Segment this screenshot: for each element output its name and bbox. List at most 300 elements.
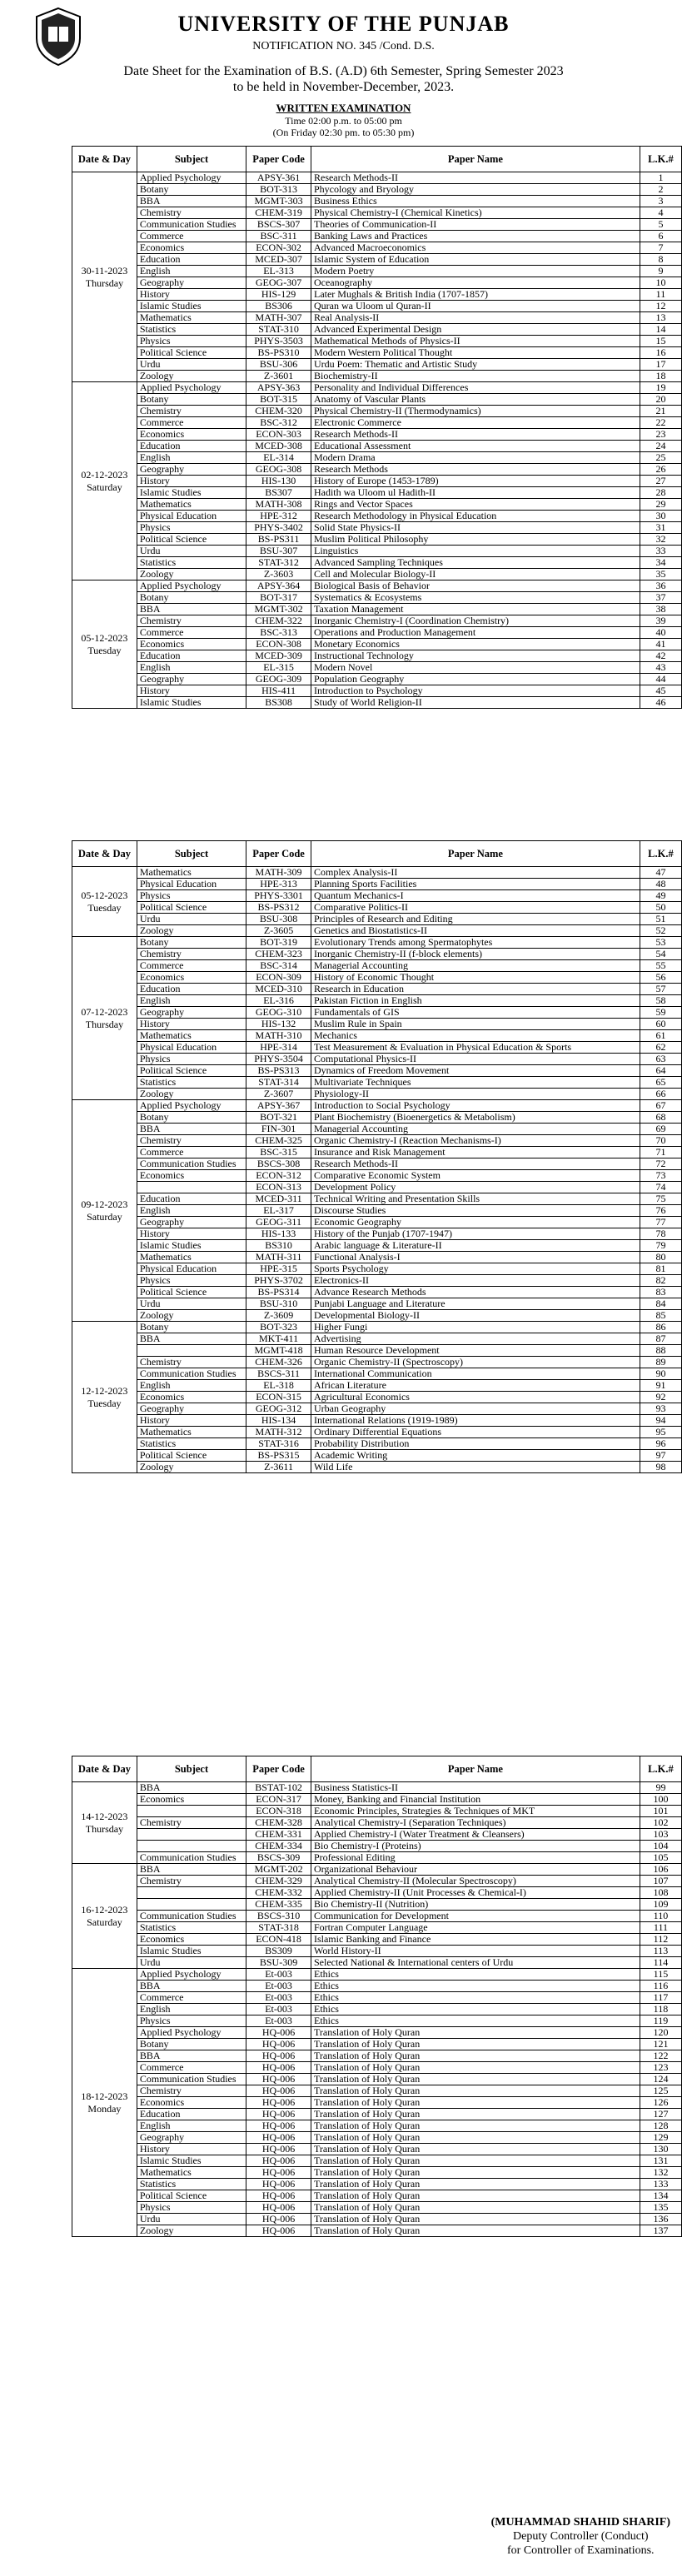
paper-name-cell: Sports Psychology bbox=[311, 1263, 640, 1275]
paper-code-cell: CHEM-334 bbox=[246, 1841, 311, 1852]
lk-number-cell: 125 bbox=[640, 2085, 681, 2097]
table-row bbox=[72, 196, 682, 207]
table-row bbox=[72, 1368, 682, 1380]
paper-name-cell: Selected National & International centers of Urdu bbox=[311, 1957, 640, 1969]
subject-cell: Geography bbox=[137, 2132, 246, 2144]
subject-cell: Botany bbox=[137, 2039, 246, 2050]
lk-number-cell: 56 bbox=[640, 972, 681, 984]
subject-cell: Political Science bbox=[137, 2190, 246, 2202]
subject-cell: BBA bbox=[137, 1124, 246, 1135]
table-row bbox=[72, 1135, 682, 1147]
table-row bbox=[72, 2109, 682, 2120]
subject-cell: Geography bbox=[137, 277, 246, 289]
lk-number-cell: 2 bbox=[640, 184, 681, 196]
lk-number-cell: 105 bbox=[640, 1852, 681, 1864]
paper-code-cell: Z-3601 bbox=[246, 371, 311, 382]
lk-number-cell: 131 bbox=[640, 2155, 681, 2167]
paper-code-cell: BS310 bbox=[246, 1240, 311, 1252]
subject-cell: Islamic Studies bbox=[137, 487, 246, 499]
table-row bbox=[72, 1100, 682, 1112]
table-row bbox=[72, 1782, 682, 1794]
lk-number-cell: 1 bbox=[640, 172, 681, 184]
subject-cell: History bbox=[137, 289, 246, 301]
subject-cell: Applied Psychology bbox=[137, 382, 246, 394]
paper-code-cell: BSU-307 bbox=[246, 546, 311, 557]
paper-name-cell: Mathematical Methods of Physics-II bbox=[311, 336, 640, 347]
lk-number-cell: 78 bbox=[640, 1228, 681, 1240]
lk-number-cell: 97 bbox=[640, 1450, 681, 1462]
lk-number-cell: 84 bbox=[640, 1298, 681, 1310]
lk-number-cell: 51 bbox=[640, 914, 681, 925]
paper-code-cell: GEOG-310 bbox=[246, 1007, 311, 1019]
paper-code-cell: ECON-315 bbox=[246, 1392, 311, 1403]
subject-cell: Economics bbox=[137, 429, 246, 441]
subject-cell: BBA bbox=[137, 604, 246, 615]
subject-cell: Statistics bbox=[137, 1922, 246, 1934]
university-crest-icon bbox=[33, 7, 83, 67]
table-row bbox=[72, 2120, 682, 2132]
paper-name-cell: Principles of Research and Editing bbox=[311, 914, 640, 925]
subject-cell: Mathematics bbox=[137, 312, 246, 324]
table-row bbox=[72, 476, 682, 487]
table-row bbox=[72, 1007, 682, 1019]
paper-code-cell: MGMT-418 bbox=[246, 1345, 311, 1357]
subject-cell: Chemistry bbox=[137, 207, 246, 219]
subject-cell: Commerce bbox=[137, 960, 246, 972]
table-row bbox=[72, 1403, 682, 1415]
subject-cell: Mathematics bbox=[137, 1252, 246, 1263]
subject-cell: Commerce bbox=[137, 1992, 246, 2004]
paper-code-cell: ECON-312 bbox=[246, 1170, 311, 1182]
paper-name-cell: International Relations (1919-1989) bbox=[311, 1415, 640, 1427]
lk-number-cell: 121 bbox=[640, 2039, 681, 2050]
subject-cell: Botany bbox=[137, 937, 246, 949]
paper-name-cell: Advertising bbox=[311, 1333, 640, 1345]
subject-cell: Political Science bbox=[137, 1287, 246, 1298]
exam-date-cell: 07-12-2023 Thursday bbox=[72, 937, 137, 1100]
subject-cell: Applied Psychology bbox=[137, 580, 246, 592]
subject-cell: Communication Studies bbox=[137, 219, 246, 231]
lk-number-cell: 31 bbox=[640, 522, 681, 534]
table-row bbox=[72, 1205, 682, 1217]
date-sheet-table-3 bbox=[72, 1756, 682, 2237]
subject-cell: Commerce bbox=[137, 1147, 246, 1158]
paper-code-cell: CHEM-325 bbox=[246, 1135, 311, 1147]
table-row bbox=[72, 382, 682, 394]
table-row bbox=[72, 1193, 682, 1205]
paper-code-cell: CHEM-323 bbox=[246, 949, 311, 960]
lk-column-header: L.K.# bbox=[640, 1756, 681, 1782]
paper-code-cell: GEOG-312 bbox=[246, 1403, 311, 1415]
subject-cell: Physics bbox=[137, 1275, 246, 1287]
lk-number-cell: 20 bbox=[640, 394, 681, 406]
exam-date-cell: 14-12-2023 Thursday bbox=[72, 1782, 137, 1864]
paper-name-cell: Research Methodology in Physical Education bbox=[311, 511, 640, 522]
subject-cell: Physics bbox=[137, 2202, 246, 2214]
table-row bbox=[72, 1899, 682, 1911]
paper-code-cell: BSC-312 bbox=[246, 417, 311, 429]
paper-name-cell: Applied Chemistry-I (Water Treatment & Cleansers) bbox=[311, 1829, 640, 1841]
subject-cell: History bbox=[137, 2144, 246, 2155]
exam-table bbox=[72, 840, 682, 1473]
subject-cell: Economics bbox=[137, 2097, 246, 2109]
table-row bbox=[72, 2190, 682, 2202]
lk-number-cell: 14 bbox=[640, 324, 681, 336]
paper-code-cell: PHYS-3504 bbox=[246, 1054, 311, 1065]
lk-number-cell: 39 bbox=[640, 615, 681, 627]
paper-code-cell: HQ-006 bbox=[246, 2120, 311, 2132]
paper-code-cell: BSU-309 bbox=[246, 1957, 311, 1969]
lk-number-cell: 74 bbox=[640, 1182, 681, 1193]
table-row bbox=[72, 1322, 682, 1333]
paper-name-cell: Agricultural Economics bbox=[311, 1392, 640, 1403]
paper-name-cell: Dynamics of Freedom Movement bbox=[311, 1065, 640, 1077]
table-row bbox=[72, 1415, 682, 1427]
lk-number-cell: 81 bbox=[640, 1263, 681, 1275]
subject-cell: Urdu bbox=[137, 1957, 246, 1969]
lk-number-cell: 23 bbox=[640, 429, 681, 441]
table-row bbox=[72, 1019, 682, 1030]
subject-cell: Chemistry bbox=[137, 406, 246, 417]
table-row bbox=[72, 1946, 682, 1957]
subject-cell: Chemistry bbox=[137, 1817, 246, 1829]
paper-name-cell: Translation of Holy Quran bbox=[311, 2144, 640, 2155]
paper-name-cell: Money, Banking and Financial Institution bbox=[311, 1794, 640, 1806]
subject-cell: Geography bbox=[137, 1007, 246, 1019]
subject-cell: Physics bbox=[137, 890, 246, 902]
subject-cell: Political Science bbox=[137, 1450, 246, 1462]
table-row bbox=[72, 254, 682, 266]
table-row bbox=[72, 674, 682, 685]
lk-number-cell: 114 bbox=[640, 1957, 681, 1969]
table-row bbox=[72, 949, 682, 960]
paper-code-cell: BSC-315 bbox=[246, 1147, 311, 1158]
subject-cell: Mathematics bbox=[137, 1427, 246, 1438]
table-row bbox=[72, 2004, 682, 2015]
lk-number-cell: 110 bbox=[640, 1911, 681, 1922]
paper-code-cell: HIS-132 bbox=[246, 1019, 311, 1030]
lk-number-cell: 60 bbox=[640, 1019, 681, 1030]
lk-number-cell: 24 bbox=[640, 441, 681, 452]
paper-name-cell: Translation of Holy Quran bbox=[311, 2027, 640, 2039]
table-row bbox=[72, 336, 682, 347]
lk-number-cell: 95 bbox=[640, 1427, 681, 1438]
paper-code-cell: HPE-312 bbox=[246, 511, 311, 522]
lk-number-cell: 118 bbox=[640, 2004, 681, 2015]
table-row bbox=[72, 184, 682, 196]
table-row bbox=[72, 925, 682, 937]
paper-code-cell: BSC-311 bbox=[246, 231, 311, 242]
lk-number-cell: 128 bbox=[640, 2120, 681, 2132]
lk-number-cell: 101 bbox=[640, 1806, 681, 1817]
subject-cell: Physics bbox=[137, 1054, 246, 1065]
table-row bbox=[72, 1969, 682, 1981]
lk-number-cell: 62 bbox=[640, 1042, 681, 1054]
subject-cell: History bbox=[137, 685, 246, 697]
paper-code-cell: EL-314 bbox=[246, 452, 311, 464]
lk-number-cell: 134 bbox=[640, 2190, 681, 2202]
lk-number-cell: 132 bbox=[640, 2167, 681, 2179]
lk-number-cell: 120 bbox=[640, 2027, 681, 2039]
table-row bbox=[72, 1427, 682, 1438]
paper-code-cell: MCED-307 bbox=[246, 254, 311, 266]
lk-number-cell: 103 bbox=[640, 1829, 681, 1841]
paper-code-cell: BSCS-307 bbox=[246, 219, 311, 231]
paper-code-cell: Z-3611 bbox=[246, 1462, 311, 1473]
table-row bbox=[72, 995, 682, 1007]
lk-number-cell: 109 bbox=[640, 1899, 681, 1911]
paper-code-cell: EL-317 bbox=[246, 1205, 311, 1217]
paper-name-cell: Instructional Technology bbox=[311, 650, 640, 662]
paper-code-cell: Z-3605 bbox=[246, 925, 311, 937]
subject-cell: Communication Studies bbox=[137, 1368, 246, 1380]
written-exam-heading: WRITTEN EXAMINATION bbox=[276, 102, 411, 114]
paper-code-cell: HQ-006 bbox=[246, 2050, 311, 2062]
paper-name-cell: Translation of Holy Quran bbox=[311, 2132, 640, 2144]
signatory-role: for Controller of Examinations. bbox=[507, 2544, 655, 2557]
subject-cell: Chemistry bbox=[137, 2085, 246, 2097]
paper-code-cell: CHEM-329 bbox=[246, 1876, 311, 1887]
subject-cell: Islamic Studies bbox=[137, 1946, 246, 1957]
table-row bbox=[72, 2015, 682, 2027]
paper-code-cell: BSCS-308 bbox=[246, 1158, 311, 1170]
subject-cell bbox=[137, 1829, 246, 1841]
paper-name-cell: Academic Writing bbox=[311, 1450, 640, 1462]
table-row bbox=[72, 277, 682, 289]
lk-number-cell: 91 bbox=[640, 1380, 681, 1392]
paper-code-cell: MKT-411 bbox=[246, 1333, 311, 1345]
table-row bbox=[72, 429, 682, 441]
subject-cell: Chemistry bbox=[137, 1876, 246, 1887]
university-name: UNIVERSITY OF THE PUNJAB bbox=[177, 12, 510, 36]
paper-name-cell: Cell and Molecular Biology-II bbox=[311, 569, 640, 580]
paper-name-cell: Fortran Computer Language bbox=[311, 1922, 640, 1934]
subject-cell: Urdu bbox=[137, 914, 246, 925]
document-header bbox=[0, 0, 687, 146]
subject-cell: Economics bbox=[137, 639, 246, 650]
paper-name-cell: Ordinary Differential Equations bbox=[311, 1427, 640, 1438]
lk-number-cell: 45 bbox=[640, 685, 681, 697]
lk-number-cell: 108 bbox=[640, 1887, 681, 1899]
paper-code-cell: BS309 bbox=[246, 1946, 311, 1957]
lk-number-cell: 65 bbox=[640, 1077, 681, 1089]
subject-cell: Chemistry bbox=[137, 615, 246, 627]
paper-code-cell: BSC-314 bbox=[246, 960, 311, 972]
paper-code-cell: HQ-006 bbox=[246, 2062, 311, 2074]
paper-code-cell: CHEM-328 bbox=[246, 1817, 311, 1829]
subject-cell: Statistics bbox=[137, 324, 246, 336]
table-row bbox=[72, 639, 682, 650]
subject-cell: Economics bbox=[137, 242, 246, 254]
paper-name-cell: Advanced Experimental Design bbox=[311, 324, 640, 336]
subject-cell: English bbox=[137, 662, 246, 674]
paper-code-cell: BS306 bbox=[246, 301, 311, 312]
paper-name-cell: Arabic language & Literature-II bbox=[311, 1240, 640, 1252]
subject-cell: Education bbox=[137, 1193, 246, 1205]
paper-name-cell: Functional Analysis-I bbox=[311, 1252, 640, 1263]
lk-number-cell: 6 bbox=[640, 231, 681, 242]
lk-number-cell: 5 bbox=[640, 219, 681, 231]
exam-date-cell: 12-12-2023 Tuesday bbox=[72, 1322, 137, 1473]
subject-cell bbox=[137, 1806, 246, 1817]
paper-code-cell: HQ-006 bbox=[246, 2132, 311, 2144]
paper-name-cell: Translation of Holy Quran bbox=[311, 2190, 640, 2202]
paper-name-cell: Introduction to Psychology bbox=[311, 685, 640, 697]
paper-code-cell: BOT-321 bbox=[246, 1112, 311, 1124]
subject-cell: Applied Psychology bbox=[137, 172, 246, 184]
paper-name-cell: Research Methods-II bbox=[311, 172, 640, 184]
code-column-header: Paper Code bbox=[246, 147, 311, 172]
paper-name-cell: Quran wa Uloom ul Quran-II bbox=[311, 301, 640, 312]
lk-number-cell: 59 bbox=[640, 1007, 681, 1019]
lk-number-cell: 83 bbox=[640, 1287, 681, 1298]
table-row bbox=[72, 487, 682, 499]
paper-code-cell: HQ-006 bbox=[246, 2167, 311, 2179]
paper-code-cell: CHEM-335 bbox=[246, 1899, 311, 1911]
lk-number-cell: 80 bbox=[640, 1252, 681, 1263]
lk-number-cell: 63 bbox=[640, 1054, 681, 1065]
lk-number-cell: 30 bbox=[640, 511, 681, 522]
date-column-header: Date & Day bbox=[72, 147, 137, 172]
paper-code-cell: BSCS-309 bbox=[246, 1852, 311, 1864]
paper-name-cell: Inorganic Chemistry-I (Coordination Chemistry) bbox=[311, 615, 640, 627]
paper-code-cell: APSY-367 bbox=[246, 1100, 311, 1112]
paper-code-cell: EL-313 bbox=[246, 266, 311, 277]
paper-name-cell: Applied Chemistry-II (Unit Processes & Chemical-I) bbox=[311, 1887, 640, 1899]
table-row bbox=[72, 1124, 682, 1135]
paper-name-cell: Translation of Holy Quran bbox=[311, 2097, 640, 2109]
subject-cell: Zoology bbox=[137, 569, 246, 580]
subject-cell: BBA bbox=[137, 1981, 246, 1992]
paper-name-cell: Translation of Holy Quran bbox=[311, 2039, 640, 2050]
lk-number-cell: 18 bbox=[640, 371, 681, 382]
paper-name-cell: Research in Education bbox=[311, 984, 640, 995]
paper-column-header: Paper Name bbox=[311, 147, 640, 172]
notification-number: NOTIFICATION NO. 345 /Cond. D.S. bbox=[252, 40, 435, 52]
exam-date-cell: 09-12-2023 Saturday bbox=[72, 1100, 137, 1322]
paper-name-cell: Urban Geography bbox=[311, 1403, 640, 1415]
lk-number-cell: 82 bbox=[640, 1275, 681, 1287]
paper-code-cell: GEOG-309 bbox=[246, 674, 311, 685]
subject-cell: English bbox=[137, 2120, 246, 2132]
lk-number-cell: 27 bbox=[640, 476, 681, 487]
lk-number-cell: 119 bbox=[640, 2015, 681, 2027]
subject-column-header: Subject bbox=[137, 841, 246, 867]
paper-code-cell: STAT-312 bbox=[246, 557, 311, 569]
paper-code-cell: BSU-306 bbox=[246, 359, 311, 371]
paper-name-cell: Study of World Religion-II bbox=[311, 697, 640, 709]
paper-code-cell: APSY-364 bbox=[246, 580, 311, 592]
lk-number-cell: 40 bbox=[640, 627, 681, 639]
table-row bbox=[72, 1042, 682, 1054]
paper-code-cell: BSU-308 bbox=[246, 914, 311, 925]
table-row bbox=[72, 2132, 682, 2144]
paper-name-cell: Quantum Mechanics-I bbox=[311, 890, 640, 902]
subject-cell: Communication Studies bbox=[137, 1911, 246, 1922]
lk-number-cell: 41 bbox=[640, 639, 681, 650]
table-row bbox=[72, 1380, 682, 1392]
paper-code-cell: HQ-006 bbox=[246, 2155, 311, 2167]
lk-number-cell: 46 bbox=[640, 697, 681, 709]
subject-cell: Statistics bbox=[137, 2179, 246, 2190]
table-row bbox=[72, 417, 682, 429]
table-row bbox=[72, 359, 682, 371]
table-row bbox=[72, 569, 682, 580]
subject-cell: Political Science bbox=[137, 902, 246, 914]
paper-name-cell: Managerial Accounting bbox=[311, 1124, 640, 1135]
lk-number-cell: 50 bbox=[640, 902, 681, 914]
paper-name-cell: Operations and Production Management bbox=[311, 627, 640, 639]
subject-cell: English bbox=[137, 452, 246, 464]
paper-code-cell: PHYS-3503 bbox=[246, 336, 311, 347]
subject-cell: Urdu bbox=[137, 359, 246, 371]
table-row bbox=[72, 1065, 682, 1077]
paper-name-cell: Organic Chemistry-II (Spectroscopy) bbox=[311, 1357, 640, 1368]
subject-cell: Political Science bbox=[137, 1065, 246, 1077]
lk-number-cell: 66 bbox=[640, 1089, 681, 1100]
paper-code-cell: HQ-006 bbox=[246, 2179, 311, 2190]
paper-code-cell: FIN-301 bbox=[246, 1124, 311, 1135]
paper-name-cell: Ethics bbox=[311, 1992, 640, 2004]
paper-name-cell: Translation of Holy Quran bbox=[311, 2074, 640, 2085]
lk-number-cell: 55 bbox=[640, 960, 681, 972]
paper-column-header: Paper Name bbox=[311, 841, 640, 867]
paper-code-cell: Et-003 bbox=[246, 1992, 311, 2004]
table-row bbox=[72, 2027, 682, 2039]
lk-number-cell: 9 bbox=[640, 266, 681, 277]
paper-name-cell: Solid State Physics-II bbox=[311, 522, 640, 534]
paper-code-cell: GEOG-311 bbox=[246, 1217, 311, 1228]
paper-code-cell: BOT-319 bbox=[246, 937, 311, 949]
paper-code-cell: BS-PS313 bbox=[246, 1065, 311, 1077]
table-row bbox=[72, 312, 682, 324]
exam-date-cell: 02-12-2023 Saturday bbox=[72, 382, 137, 580]
paper-name-cell: Bio Chemistry-II (Nutrition) bbox=[311, 1899, 640, 1911]
paper-code-cell: BS-PS310 bbox=[246, 347, 311, 359]
paper-name-cell: Ethics bbox=[311, 1969, 640, 1981]
subject-cell: Communication Studies bbox=[137, 1158, 246, 1170]
table-row bbox=[72, 1217, 682, 1228]
table-row bbox=[72, 1252, 682, 1263]
paper-name-cell: Complex Analysis-II bbox=[311, 867, 640, 879]
paper-code-cell: Et-003 bbox=[246, 1969, 311, 1981]
paper-name-cell: Rings and Vector Spaces bbox=[311, 499, 640, 511]
paper-name-cell: Research Methods-II bbox=[311, 1158, 640, 1170]
lk-number-cell: 93 bbox=[640, 1403, 681, 1415]
lk-number-cell: 67 bbox=[640, 1100, 681, 1112]
table-row bbox=[72, 1934, 682, 1946]
paper-code-cell: MATH-310 bbox=[246, 1030, 311, 1042]
table-row bbox=[72, 1170, 682, 1182]
lk-number-cell: 126 bbox=[640, 2097, 681, 2109]
paper-code-cell: STAT-310 bbox=[246, 324, 311, 336]
paper-name-cell: Economic Principles, Strategies & Techniques of MKT bbox=[311, 1806, 640, 1817]
paper-name-cell: Translation of Holy Quran bbox=[311, 2202, 640, 2214]
lk-number-cell: 133 bbox=[640, 2179, 681, 2190]
paper-name-cell: Real Analysis-II bbox=[311, 312, 640, 324]
subject-cell: History bbox=[137, 1228, 246, 1240]
date-sheet-table-2 bbox=[72, 840, 682, 1473]
lk-number-cell: 102 bbox=[640, 1817, 681, 1829]
paper-code-cell: BS308 bbox=[246, 697, 311, 709]
paper-name-cell: Theories of Communication-II bbox=[311, 219, 640, 231]
paper-name-cell: Physiology-II bbox=[311, 1089, 640, 1100]
table-row bbox=[72, 1992, 682, 2004]
paper-code-cell: ECON-309 bbox=[246, 972, 311, 984]
paper-code-cell: MATH-309 bbox=[246, 867, 311, 879]
lk-number-cell: 122 bbox=[640, 2050, 681, 2062]
table-row bbox=[72, 511, 682, 522]
